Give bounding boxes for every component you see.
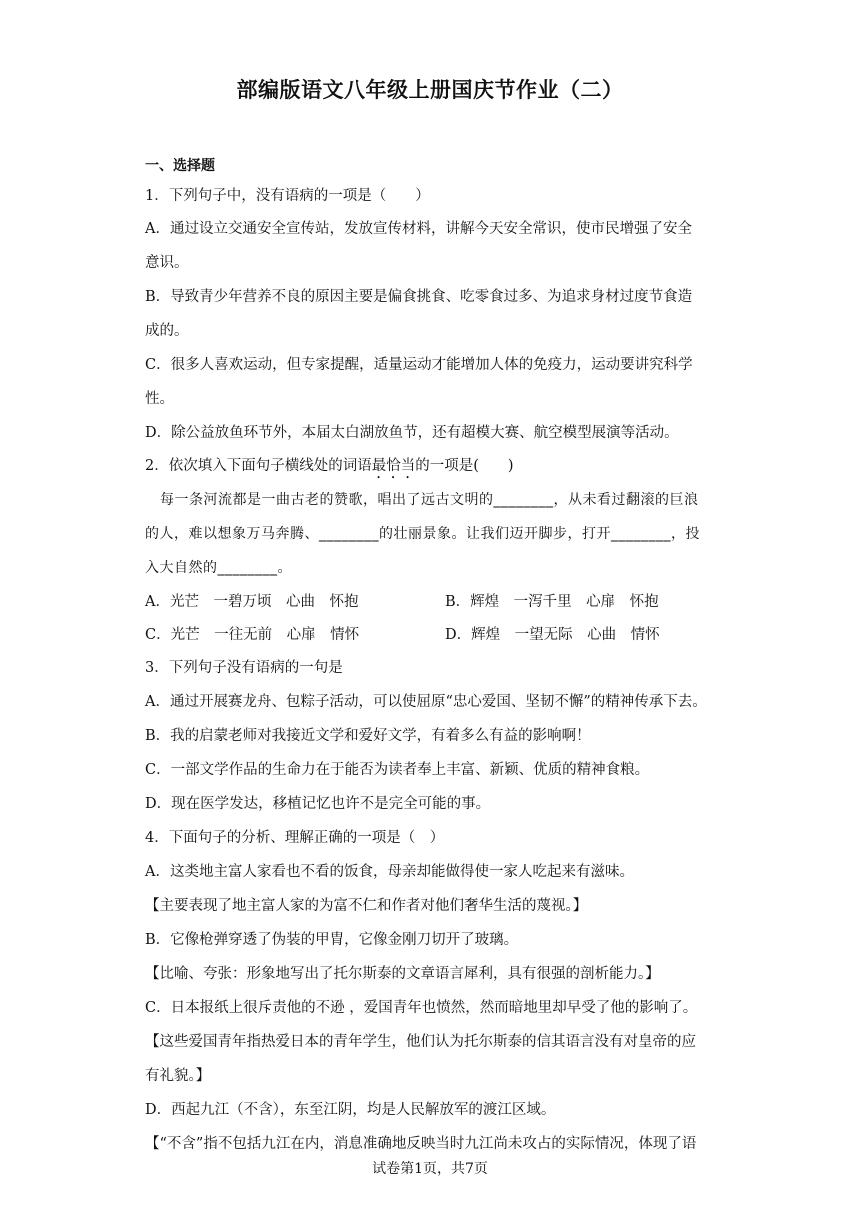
q2-stem-pre: 2．依次填入下面句子横线处的词语 [145,458,372,474]
q4-option-b: B．它像枪弹穿透了伪装的甲胄，它像金刚刀切开了玻璃。 [145,932,519,948]
page-footer: 试卷第1页，共7页 [372,1161,488,1177]
q2-stem-post: 的一项是( ) [415,458,514,474]
q2-option-a: A．光芒 一碧万顷 心曲 怀抱 [145,594,359,610]
q1-stem: 1．下列句子中，没有语病的一项是（ ） [145,188,430,204]
q4-option-c-analysis-cont: 有礼貌。】 [145,1068,211,1084]
q4-option-b-analysis: 【比喻、夸张：形象地写出了托尔斯泰的文章语言犀利，具有很强的剖析能力。】 [145,966,660,982]
q2-option-c: C．光芒 一往无前 心扉 情怀 [145,627,360,643]
q1-option-a-cont: 意识。 [145,255,189,271]
q2-stem [145,456,725,482]
q2-options-row-2 [145,625,725,645]
q1-option-a: A．通过设立交通安全宣传站，发放宣传材料，讲解今天安全常识，使市民增强了安全 [145,221,692,237]
q3-stem: 3．下列句子没有语病的一句是 [145,660,343,676]
section-heading: 一、选择题 [145,158,215,174]
q3-option-a: A．通过开展赛龙舟、包粽子活动，可以使屈原“忠心爱国、坚韧不懈”的精神传承下去。 [145,694,707,710]
q4-option-a-analysis: 【主要表现了地主富人家的为富不仁和作者对他们奢华生活的蔑视。】 [145,898,588,914]
q3-option-c: C．一部文学作品的生命力在于能否为读者奉上丰富、新颖、优质的精神食粮。 [145,762,650,778]
q1-option-c: C．很多人喜欢运动，但专家提醒，适量运动才能增加人体的免疫力，运动要讲究科学 [145,357,693,373]
q2-option-b: B．辉煌 一泻千里 心扉 怀抱 [445,594,659,610]
page-title: 部编版语文八年级上册国庆节作业（二） [236,78,624,102]
q4-option-d: D．西起九江（不含），东至江阴，均是人民解放军的渡江区域。 [145,1102,556,1118]
q4-option-d-analysis: 【“不含”指不包括九江在内，消息准确地反映当时九江尚未攻占的实际情况，体现了语 [145,1136,697,1152]
q4-option-a: A．这类地主富人家看也不看的饭食，母亲却能做得使一家人吃起来有滋味。 [145,864,634,880]
q4-option-c: C．日本报纸上很斥责他的不逊 ，爱国青年也愤然，然而暗地里却早受了他的影响了。 [145,1000,698,1016]
q4-option-c-analysis: 【这些爱国青年指热爱日本的青年学生，他们认为托尔斯泰的信其语言没有对皇帝的应 [145,1034,696,1050]
q3-option-b: B．我的启蒙老师对我接近文学和爱好文学，有着多么有益的影响啊！ [145,728,591,744]
q1-option-b: B．导致青少年营养不良的原因主要是偏食挑食、吃零食过多、为追求身材过度节食造 [145,289,693,305]
q1-option-d: D．除公益放鱼环节外，本届太白湖放鱼节，还有超模大赛、航空模型展演等活动。 [145,425,679,441]
q2-passage-line-1: 每一条河流都是一曲古老的赞歌，唱出了远古文明的________，从未看过翻滚的巨浪 [160,492,699,508]
q2-option-d: D．辉煌 一望无际 心曲 情怀 [445,627,660,643]
q2-passage-line-3: 入大自然的________。 [145,560,292,576]
q2-stem-emphasis: 最恰当 [371,458,416,474]
q2-passage-line-2: 的人，难以想象万马奔腾、________的壮丽景象。让我们迈开脚步，打开________，投 [145,526,700,542]
q1-option-b-cont: 成的。 [145,323,189,339]
q1-option-c-cont: 性。 [145,391,174,407]
q3-option-d: D．现在医学发达，移植记忆也许不是完全可能的事。 [145,796,491,812]
q2-options-row-1 [145,592,725,612]
q4-stem: 4．下面句子的分析、理解正确的一项是（ ） [145,830,445,846]
